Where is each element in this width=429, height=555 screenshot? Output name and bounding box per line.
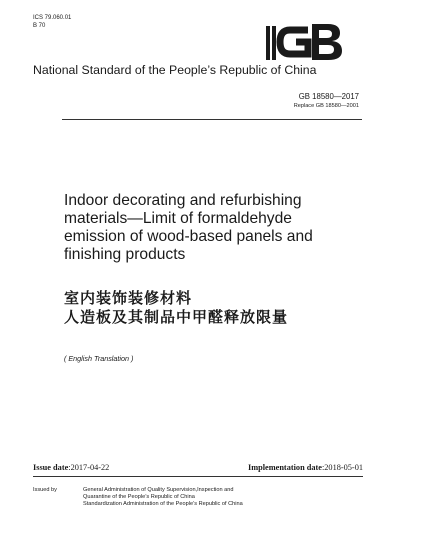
issue-date-value: 2017-04-22	[70, 463, 110, 472]
english-title-line: materials—Limit of formaldehyde	[64, 210, 292, 227]
gb-logo-icon	[264, 20, 344, 64]
issue-date: Issue date:2017-04-22	[33, 463, 110, 472]
english-title-line: emission of wood-based panels and	[64, 228, 313, 245]
footer-divider	[33, 476, 363, 477]
issue-date-label: Issue date	[33, 463, 69, 472]
classification-block	[33, 14, 71, 30]
english-title-line: finishing products	[64, 246, 186, 263]
issued-by-label: Issued by	[33, 487, 57, 493]
issuer-line: Quarantine of the People’s Republic of China	[83, 494, 195, 500]
ccs-code: B 70	[33, 23, 46, 29]
english-title	[64, 192, 364, 264]
issuer-line: Standardization Administration of the People’s Republic of China	[83, 501, 243, 507]
issuer-line: General Administration of Quality Supervision,Inspection and	[83, 487, 234, 493]
chinese-title-line: 人造板及其制品中甲醛释放限量	[64, 308, 289, 326]
implementation-date: Implementation date:2018-05-01	[247, 463, 363, 472]
implementation-date-label: Implementation date	[247, 463, 322, 472]
replaces-note: Replace GB 18580—2001	[293, 103, 359, 109]
issuers	[83, 487, 243, 508]
implementation-date-value: 2018-05-01	[324, 463, 363, 472]
standard-type: National Standard of the People’s Republic of China	[33, 63, 317, 77]
english-title-line: Indoor decorating and refurbishing	[64, 192, 302, 209]
chinese-title-line: 室内装饰装修材料	[64, 289, 193, 307]
chinese-title	[64, 289, 364, 327]
header-divider	[62, 119, 362, 120]
ics-code: ICS 79.060.01	[33, 15, 72, 21]
translation-note: ( English Translation )	[64, 354, 134, 363]
standard-code: GB 18580—2017	[298, 92, 359, 101]
